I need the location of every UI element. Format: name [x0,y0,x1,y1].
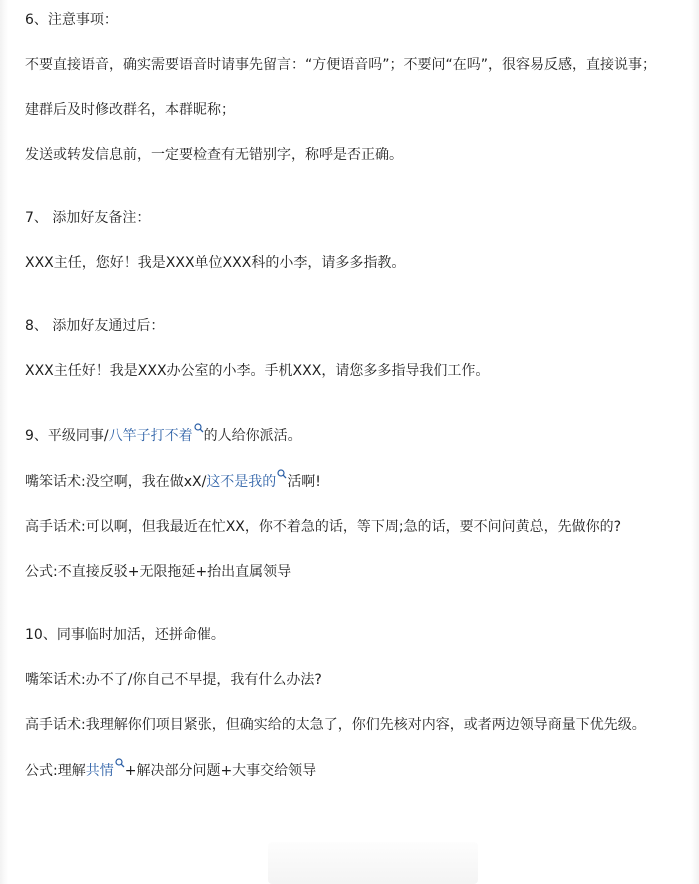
section-6-paragraph-1: 不要直接语音，确实需要语音时请事先留言：“方便语音吗”；不要问“在吗”，很容易反感，直接说事； [25,57,657,73]
section-10-paragraph-3 [25,758,670,783]
section-9-p1-suffix: 活啊! [287,474,321,490]
bottom-fade-overlay [268,842,478,884]
article-content [25,8,670,783]
section-8-paragraph-1: XXX主任好！我是XXX办公室的小李。手机XXX，请您多多指导我们工作。 [25,363,490,379]
search-link-empathy[interactable] [86,763,125,779]
section-6-paragraph-2: 建群后及时修改群名，本群昵称； [25,102,235,118]
search-icon [277,469,287,479]
section-9-paragraph-3: 公式:不直接反驳+无限拖延+抬出直属领导 [25,564,292,580]
section-9-title-prefix: 9、平级同事/ [25,428,109,444]
search-link-empathy-text[interactable]: 共情 [85,763,114,779]
section-9-paragraph-2: 高手话术:可以啊，但我最近在忙XX，你不着急的话，等下周;急的话，要不问问黄总，先做你的? [25,519,622,535]
section-7-title: 7、 添加好友备注： [25,210,151,226]
search-link-not-mine[interactable] [206,474,287,490]
left-edge-shadow [0,0,8,884]
section-10-p3-prefix: 公式:理解 [25,763,86,779]
section-6-title: 6、注意事项： [25,12,118,28]
section-9-title [25,423,670,448]
section-10-title: 10、同事临时加活，还拼命催。 [25,627,225,643]
section-10-paragraph-1: 嘴笨话术:办不了/你自己不早提，我有什么办法? [25,672,322,688]
search-icon [194,423,204,433]
search-link-bagan-text[interactable]: 八竿子打不着 [108,428,193,444]
section-9-title-suffix: 的人给你派活。 [203,428,302,444]
search-icon [115,758,125,768]
section-8-title: 8、 添加好友通过后： [25,318,165,334]
section-10-p3-suffix: +解决部分问题+大事交给领导 [124,763,317,779]
section-10-paragraph-2: 高手话术:我理解你们项目紧张，但确实给的太急了，你们先核对内容，或者两边领导商量下优先级。 [25,717,646,733]
search-link-bagan[interactable] [109,428,204,444]
section-6-paragraph-3: 发送或转发信息前，一定要检查有无错别字，称呼是否正确。 [25,147,403,163]
section-7-paragraph-1: XXX主任，您好！我是XXX单位XXX科的小李，请多多指教。 [25,255,406,271]
search-link-not-mine-text[interactable]: 这不是我的 [206,474,277,490]
section-9-paragraph-1 [25,469,670,494]
right-edge-shadow [691,0,699,884]
section-9-p1-prefix: 嘴笨话术:没空啊，我在做xX/ [25,474,207,490]
